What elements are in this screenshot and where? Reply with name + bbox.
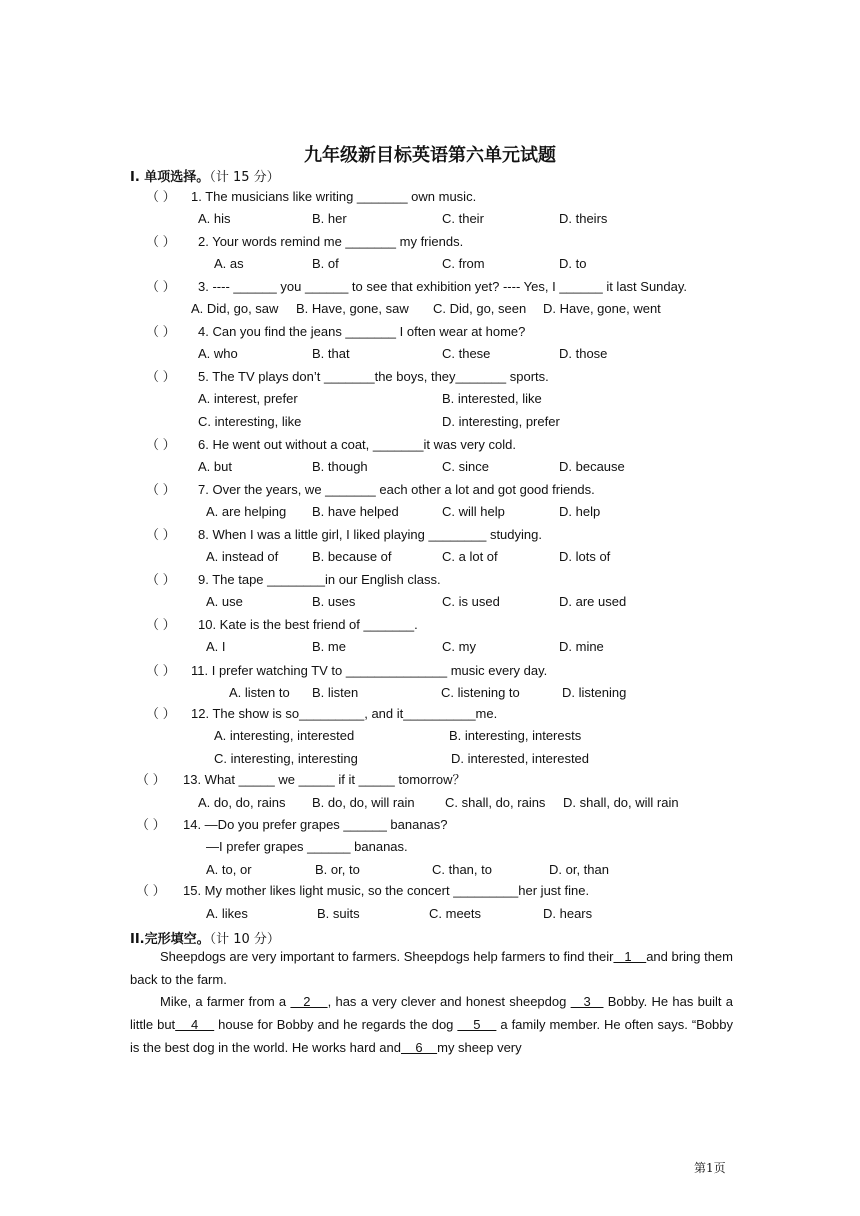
question-6-option-b: B. though — [312, 459, 368, 474]
question-10-stem: 10. Kate is the best friend of _______. — [198, 617, 418, 632]
answer-bracket: （ ） — [146, 234, 176, 249]
question-10-option-a: A. I — [206, 639, 226, 654]
question-13-option-a: A. do, do, rains — [198, 795, 286, 810]
section-2-label: II.完形填空。 — [130, 932, 210, 947]
question-1-option-a: A. his — [198, 211, 231, 226]
question-9-stem: 9. The tape ________in our English class. — [198, 572, 441, 587]
question-6-option-a: A. but — [198, 459, 232, 474]
answer-bracket: （ ） — [146, 527, 176, 542]
question-5-stem: 5. The TV plays don’t _______the boys, they_______ sports. — [198, 369, 549, 384]
question-5-option-d: D. interesting, prefer — [442, 414, 560, 429]
question-8-option-a: A. instead of — [206, 549, 279, 564]
question-13-option-b: B. do, do, will rain — [312, 795, 415, 810]
question-13-option-c: C. shall, do, rains — [445, 795, 546, 810]
question-14-stem-2: —I prefer grapes ______ bananas. — [206, 839, 408, 854]
question-2-stem: 2. Your words remind me _______ my friends. — [198, 234, 464, 249]
question-2-option-a: A. as — [214, 256, 244, 271]
passage-text: Sheepdogs are very important to farmers. Sheepdogs help farmers to find their — [160, 949, 614, 964]
question-1-option-d: D. theirs — [559, 211, 608, 226]
question-11-option-a: A. listen to — [229, 685, 290, 700]
question-4-option-d: D. those — [559, 346, 608, 361]
question-6-stem: 6. He went out without a coat, _______it was very cold. — [198, 437, 516, 452]
question-1-stem: 1. The musicians like writing _______ own music. — [191, 189, 477, 204]
question-15-stem: 15. My mother likes light music, so the concert _________her just fine. — [183, 883, 590, 898]
page-number: 第1页 — [694, 1161, 726, 1175]
passage-text: and bring them back to the farm. — [130, 949, 733, 987]
passage-text: Mike, a farmer from a — [160, 994, 291, 1009]
passage-text: my sheep very — [437, 1040, 522, 1055]
question-14-stem: 14. —Do you prefer grapes ______ bananas? — [183, 817, 448, 832]
question-9-option-d: D. are used — [559, 594, 627, 609]
question-7-option-d: D. help — [559, 504, 601, 519]
question-8-option-b: B. because of — [312, 549, 392, 564]
question-11-option-c: C. listening to — [441, 685, 520, 700]
question-12-option-c: C. interesting, interesting — [214, 751, 358, 766]
question-5-option-a: A. interest, prefer — [198, 391, 298, 406]
question-15-option-c: C. meets — [429, 906, 482, 921]
question-14-option-a: A. to, or — [206, 862, 252, 877]
answer-bracket: （ ） — [146, 437, 176, 452]
cloze-blank-2: 2 — [290, 994, 328, 1009]
question-11-stem: 11. I prefer watching TV to ______________ music every day. — [191, 663, 548, 678]
question-6-option-d: D. because — [559, 459, 625, 474]
answer-bracket: （ ） — [136, 817, 166, 832]
question-15-option-d: D. hears — [543, 906, 593, 921]
section-1-score-note: （计 15 分） — [209, 170, 280, 185]
passage-text: a family member. He often says. “Bobby is the best dog in the world. He works hard and — [130, 1017, 734, 1055]
question-3-option-a: A. Did, go, saw — [191, 301, 279, 316]
question-3-option-d: D. Have, gone, went — [543, 301, 661, 316]
passage-paragraph-2 — [130, 990, 733, 1059]
cloze-blank-1: 1 — [613, 949, 647, 964]
question-13-option-d: D. shall, do, will rain — [563, 795, 679, 810]
question-10-option-b: B. me — [312, 639, 346, 654]
answer-bracket: （ ） — [146, 617, 176, 632]
answer-bracket: （ ） — [136, 772, 166, 787]
answer-bracket: （ ） — [136, 883, 166, 898]
page-title: 九年级新目标英语第六单元试题 — [304, 145, 556, 166]
question-11-option-d: D. listening — [562, 685, 627, 700]
question-9-option-b: B. uses — [312, 594, 356, 609]
section-2-score-note: （计 10 分） — [209, 932, 280, 947]
passage-text: Bobby. He has built a little but — [130, 994, 734, 1032]
question-14-option-d: D. or, than — [549, 862, 609, 877]
answer-bracket: （ ） — [146, 572, 176, 587]
passage-text: house for Bobby and he regards the dog — [214, 1017, 458, 1032]
answer-bracket: （ ） — [146, 279, 176, 294]
cloze-blank-4: 4 — [175, 1017, 215, 1032]
question-8-option-c: C. a lot of — [442, 549, 498, 564]
question-14-option-b: B. or, to — [315, 862, 360, 877]
cloze-blank-5: 5 — [457, 1017, 497, 1032]
answer-bracket: （ ） — [146, 369, 176, 384]
question-13-stem: 13. What _____ we _____ if it _____ tomorrow？ — [183, 772, 466, 787]
question-10-option-d: D. mine — [559, 639, 604, 654]
section-1-heading — [130, 166, 280, 185]
question-15-option-a: A. likes — [206, 906, 248, 921]
cloze-blank-6: 6 — [400, 1040, 438, 1055]
question-8-stem: 8. When I was a little girl, I liked playing ________ studying. — [198, 527, 542, 542]
question-12-stem: 12. The show is so_________, and it__________me. — [191, 706, 498, 721]
question-7-option-c: C. will help — [442, 504, 505, 519]
answer-bracket: （ ） — [146, 663, 176, 678]
question-8-option-d: D. lots of — [559, 549, 611, 564]
answer-bracket: （ ） — [146, 482, 176, 497]
question-12-option-d: D. interested, interested — [451, 751, 590, 766]
question-4-option-c: C. these — [442, 346, 491, 361]
answer-bracket: （ ） — [146, 706, 176, 721]
section-1-label: I. 单项选择。 — [130, 170, 210, 185]
question-4-option-a: A. who — [198, 346, 238, 361]
question-15-option-b: B. suits — [317, 906, 360, 921]
cloze-blank-3: 3 — [570, 994, 604, 1009]
question-1-option-c: C. their — [442, 211, 484, 226]
question-3-option-b: B. Have, gone, saw — [296, 301, 409, 316]
question-14-option-c: C. than, to — [432, 862, 492, 877]
question-12-option-b: B. interesting, interests — [449, 728, 582, 743]
question-7-option-b: B. have helped — [312, 504, 399, 519]
question-5-option-c: C. interesting, like — [198, 414, 302, 429]
question-9-option-a: A. use — [206, 594, 243, 609]
question-2-option-d: D. to — [559, 256, 587, 271]
question-2-option-c: C. from — [442, 256, 485, 271]
passage-text: , has a very clever and honest sheepdog — [327, 994, 571, 1009]
answer-bracket: （ ） — [146, 324, 176, 339]
passage-paragraph-1 — [130, 945, 733, 991]
question-4-option-b: B. that — [312, 346, 350, 361]
question-6-option-c: C. since — [442, 459, 489, 474]
question-3-option-c: C. Did, go, seen — [433, 301, 527, 316]
question-1-option-b: B. her — [312, 211, 347, 226]
question-5-option-b: B. interested, like — [442, 391, 542, 406]
question-9-option-c: C. is used — [442, 594, 500, 609]
question-10-option-c: C. my — [442, 639, 476, 654]
answer-bracket: （ ） — [146, 189, 176, 204]
question-3-stem: 3. ---- ______ you ______ to see that exhibition yet? ---- Yes, I ______ it last Sunday. — [198, 279, 688, 294]
question-2-option-b: B. of — [312, 256, 339, 271]
question-7-stem: 7. Over the years, we _______ each other a lot and got good friends. — [198, 482, 595, 497]
question-7-option-a: A. are helping — [206, 504, 287, 519]
question-12-option-a: A. interesting, interested — [214, 728, 355, 743]
question-4-stem: 4. Can you find the jeans _______ I often wear at home? — [198, 324, 526, 339]
question-11-option-b: B. listen — [312, 685, 359, 700]
